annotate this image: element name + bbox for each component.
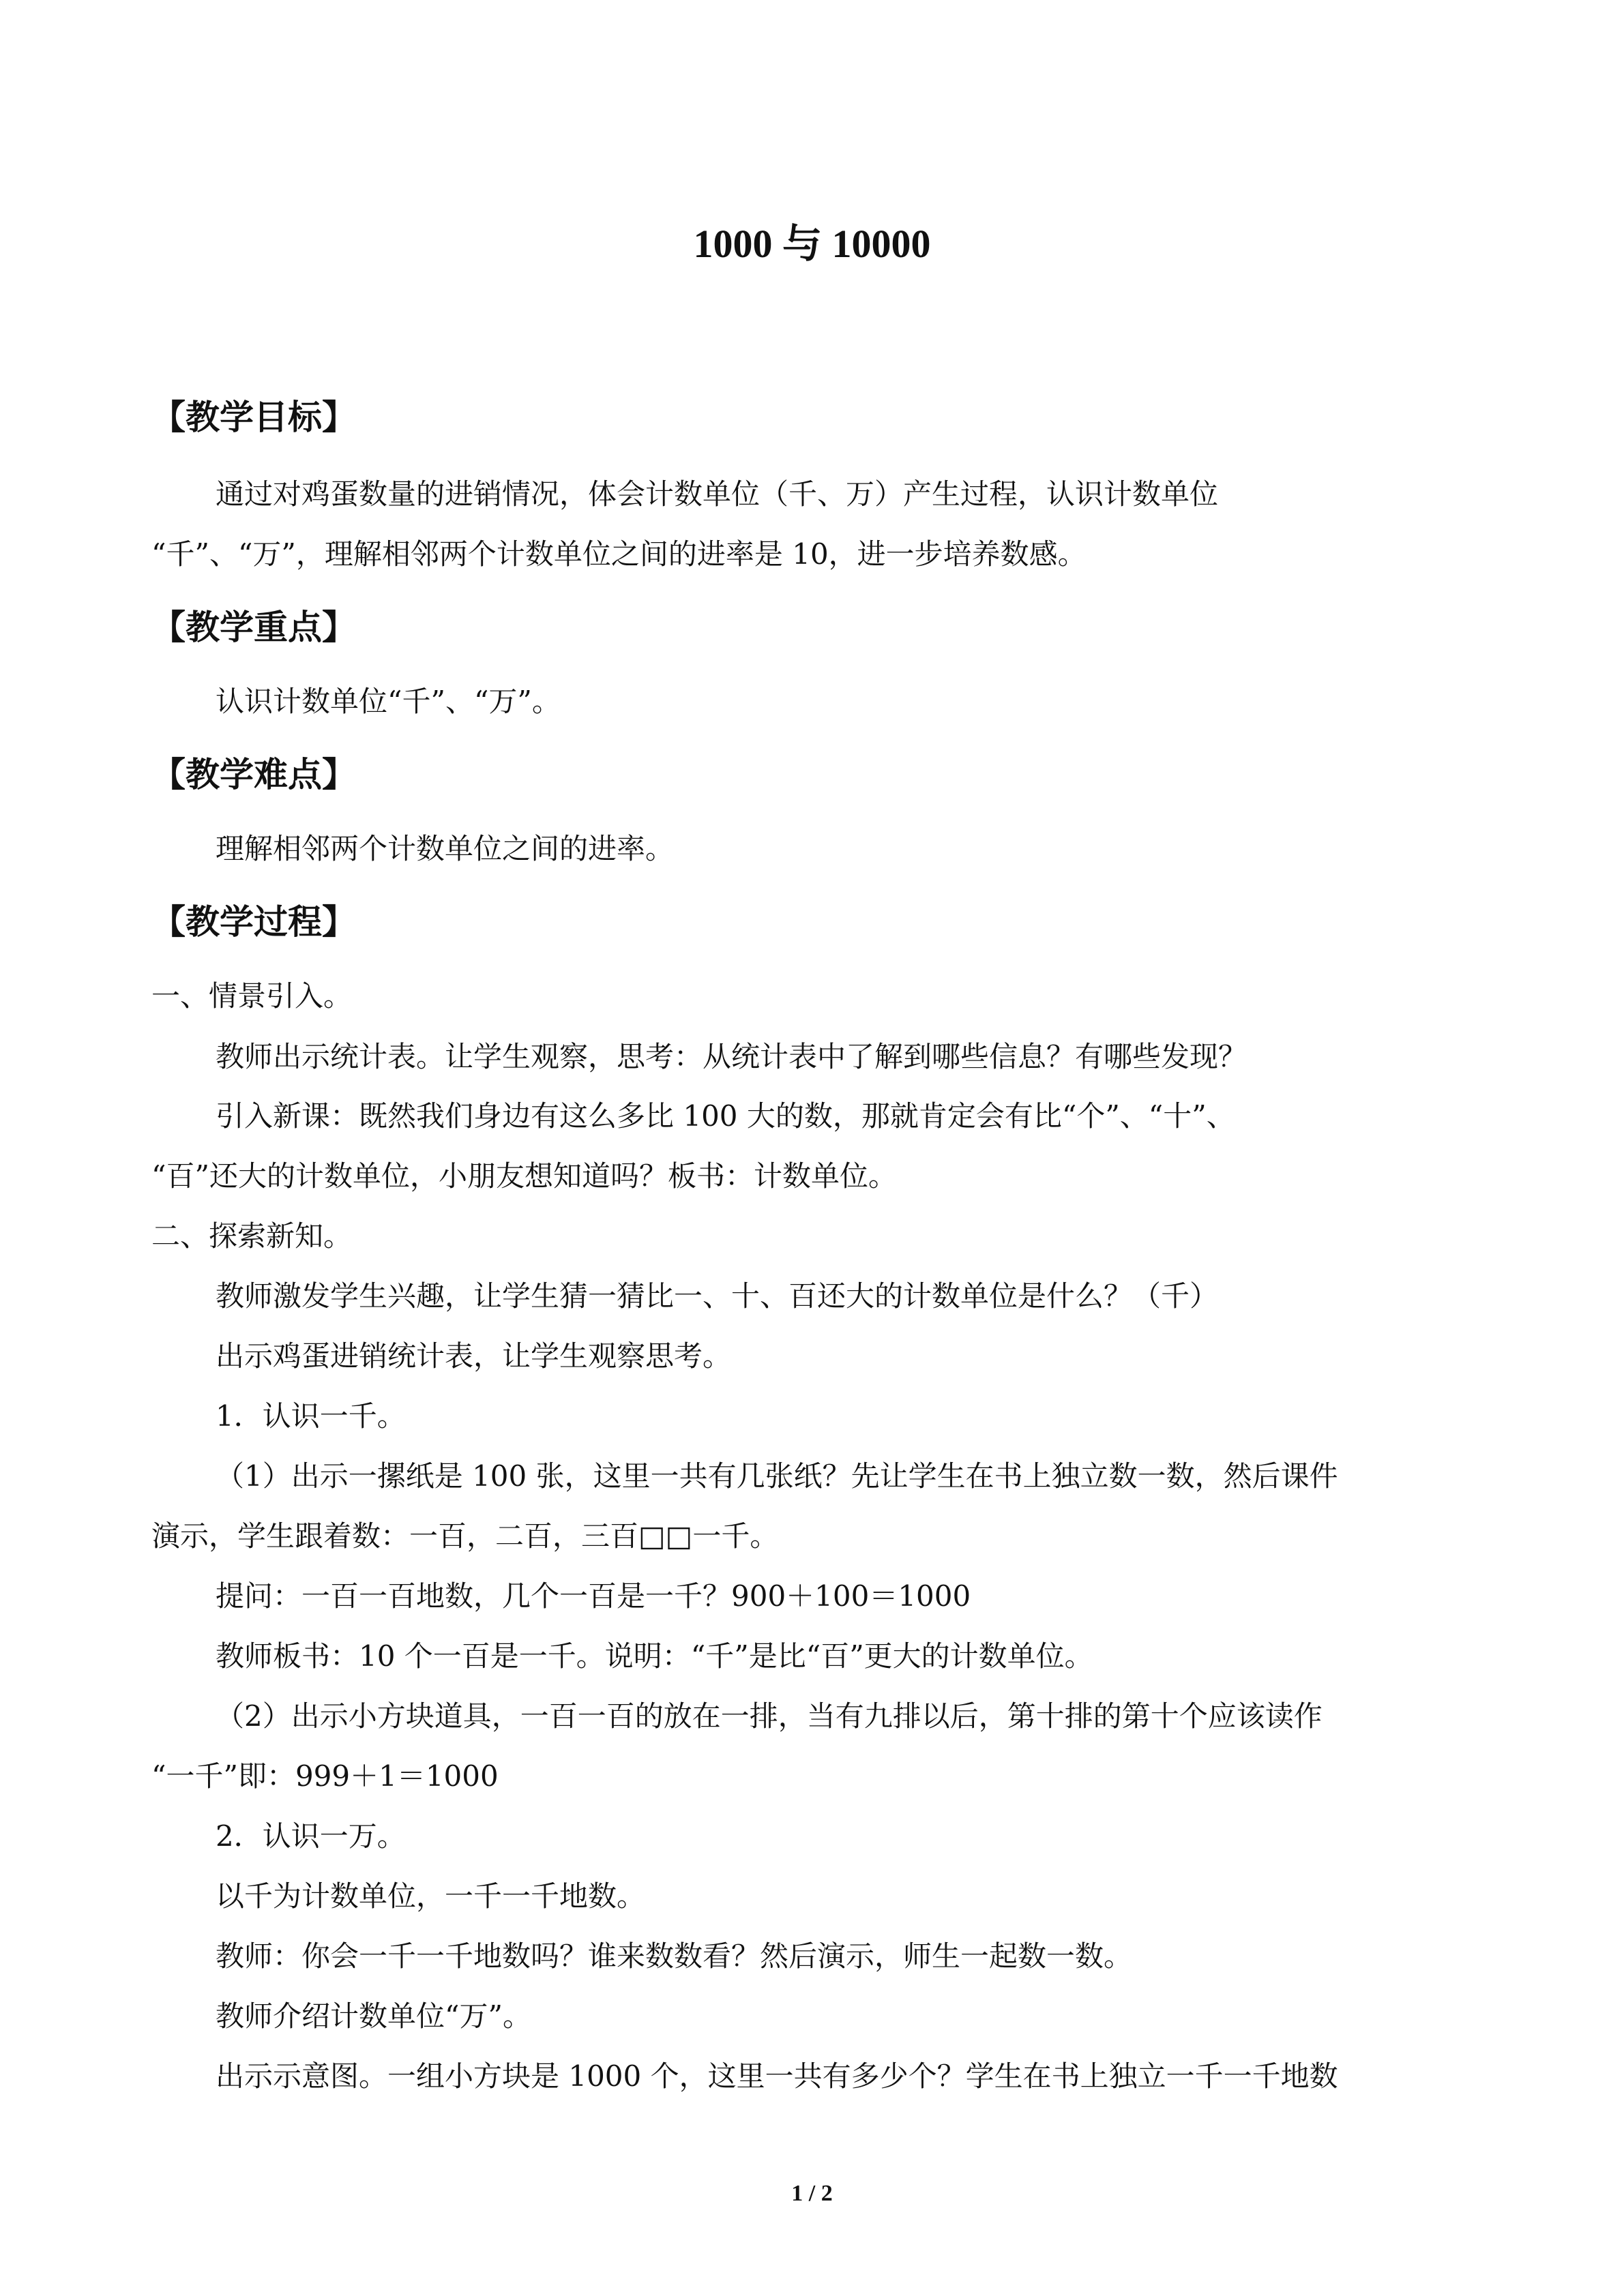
process-line: 教师介绍计数单位“万”。 [216,1999,531,2033]
heading-objectives: 【教学目标】 [151,398,356,437]
process-line: 二、探索新知。 [151,1219,353,1253]
process-line: 教师板书：10 个一百是一千。说明：“千”是比“百”更大的计数单位。 [216,1639,1093,1673]
process-line: 出示示意图。一组小方块是 1000 个，这里一共有多少个？学生在书上独立一千一千地数 [216,2059,1338,2093]
difficulties-line-1: 理解相邻两个计数单位之间的进率。 [216,832,675,865]
objectives-line-2: “千”、“万”，理解相邻两个计数单位之间的进率是 10，进一步培养数感。 [151,537,1087,571]
process-line: 教师激发学生兴趣，让学生猜一猜比一、十、百还大的计数单位是什么？（千） [216,1279,1219,1313]
process-line: 出示鸡蛋进销统计表，让学生观察思考。 [216,1339,732,1373]
process-line: “百”还大的计数单位，小朋友想知道吗？板书：计数单位。 [151,1159,897,1193]
process-line: 1．认识一千。 [216,1399,406,1433]
process-line: 2．认识一万。 [216,1819,406,1853]
process-line: 以千为计数单位，一千一千地数。 [216,1879,646,1913]
heading-process: 【教学过程】 [151,902,356,942]
process-line: 教师出示统计表。让学生观察，思考：从统计表中了解到哪些信息？有哪些发现？ [216,1040,1247,1073]
process-line: “一千”即：999＋1＝1000 [151,1759,499,1793]
process-line: 演示，学生跟着数：一百，二百，三百□□一千。 [151,1519,779,1553]
objectives-line-1: 通过对鸡蛋数量的进销情况，体会计数单位（千、万）产生过程，认识计数单位 [216,477,1219,511]
heading-difficulties: 【教学难点】 [151,755,356,794]
process-line: 教师：你会一千一千地数吗？谁来数数看？然后演示，师生一起数一数。 [216,1939,1133,1973]
key-points-line-1: 认识计数单位“千”、“万”。 [216,685,561,718]
page-number: 1 / 2 [791,2181,833,2206]
process-line: （2）出示小方块道具，一百一百的放在一排，当有九排以后，第十排的第十个应该读作 [216,1699,1323,1733]
document-title: 1000 与 10000 [693,222,931,266]
process-line: 引入新课：既然我们身边有这么多比 100 大的数，那就肯定会有比“个”、“十”、 [216,1099,1235,1133]
process-line: 提问：一百一百地数，几个一百是一千？900＋100＝1000 [216,1579,971,1613]
heading-key-points: 【教学重点】 [151,608,356,647]
process-line: 一、情景引入。 [151,979,353,1013]
process-line: （1）出示一摞纸是 100 张，这里一共有几张纸？先让学生在书上独立数一数，然后课件 [216,1459,1338,1493]
